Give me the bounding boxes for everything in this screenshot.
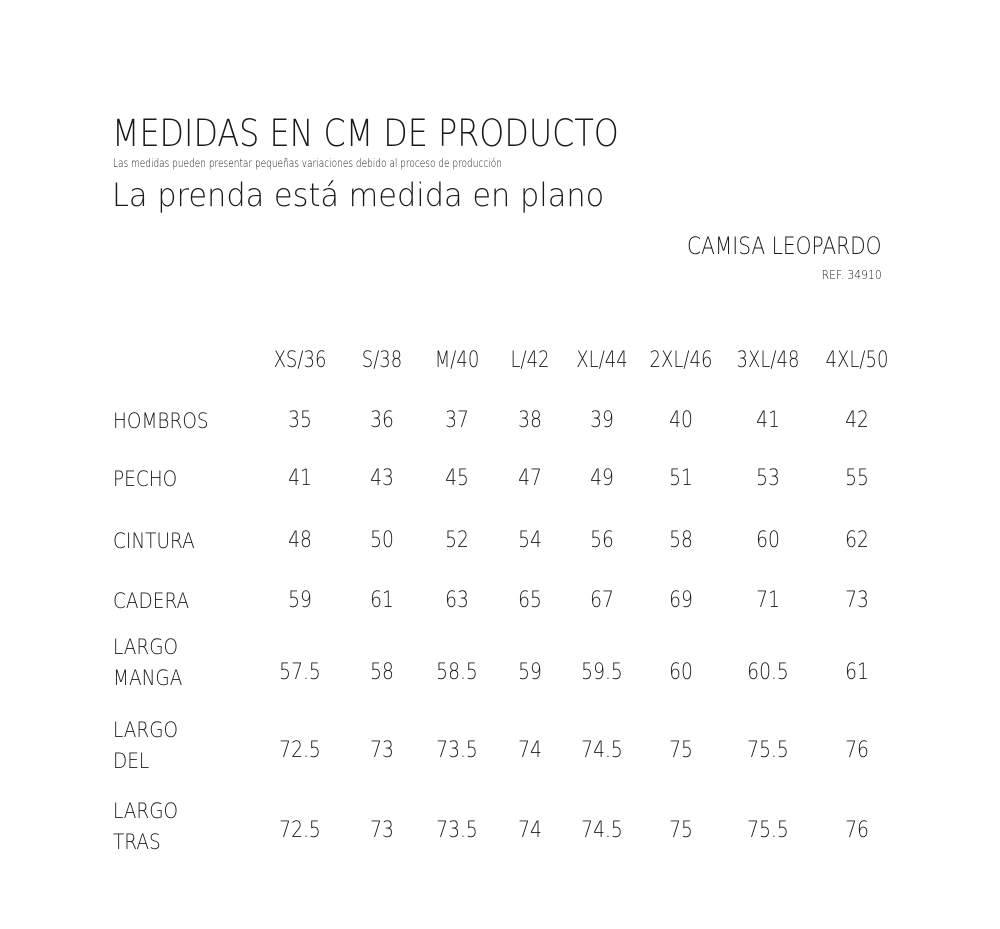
table-cell: 35 (288, 408, 312, 433)
row-label: CINTURA (113, 529, 195, 553)
table-cell: 74 (518, 738, 542, 763)
table-cell: 74 (518, 818, 542, 843)
table-cell: 52 (445, 528, 469, 553)
row-label: HOMBROS (113, 409, 209, 433)
table-cell: 73.5 (436, 818, 478, 843)
table-cell: 59 (518, 660, 542, 685)
table-cell: 75 (669, 738, 693, 763)
table-cell: 37 (445, 408, 469, 433)
table-cell: 76 (845, 818, 869, 843)
table-cell: 57.5 (279, 660, 321, 685)
table-cell: 38 (518, 408, 542, 433)
table-cell: 41 (288, 466, 312, 491)
size-header: 2XL/46 (649, 348, 713, 373)
table-cell: 73 (370, 818, 394, 843)
size-header: 3XL/48 (736, 348, 800, 373)
table-cell: 75.5 (747, 818, 789, 843)
table-cell: 61 (845, 660, 869, 685)
size-header: L/42 (510, 348, 550, 373)
table-cell: 73.5 (436, 738, 478, 763)
table-cell: 74.5 (581, 818, 623, 843)
table-cell: 58 (370, 660, 394, 685)
disclaimer-text: Las medidas pueden presentar pequeñas variaciones debido al proceso de producción (113, 156, 502, 170)
table-cell: 41 (756, 408, 780, 433)
table-cell: 60 (756, 528, 780, 553)
table-cell: 76 (845, 738, 869, 763)
table-cell: 60 (669, 660, 693, 685)
row-label: LARGO MANGA (113, 635, 183, 690)
size-header: M/40 (434, 348, 480, 373)
table-cell: 74.5 (581, 738, 623, 763)
table-cell: 69 (669, 588, 693, 613)
table-cell: 63 (445, 588, 469, 613)
product-name: CAMISA LEOPARDO (687, 232, 882, 260)
table-cell: 59 (288, 588, 312, 613)
table-cell: 45 (445, 466, 469, 491)
table-cell: 39 (590, 408, 614, 433)
table-cell: 54 (518, 528, 542, 553)
size-header: S/38 (361, 348, 403, 373)
measurement-note: La prenda está medida en plano (112, 176, 605, 214)
table-cell: 58 (669, 528, 693, 553)
table-cell: 43 (370, 466, 394, 491)
table-cell: 75.5 (747, 738, 789, 763)
size-header: XL/44 (576, 348, 628, 373)
table-cell: 71 (756, 588, 780, 613)
table-cell: 36 (370, 408, 394, 433)
table-cell: 75 (669, 818, 693, 843)
table-cell: 61 (370, 588, 394, 613)
table-cell: 47 (518, 466, 542, 491)
table-cell: 73 (845, 588, 869, 613)
table-cell: 51 (669, 466, 693, 491)
table-cell: 53 (756, 466, 780, 491)
table-cell: 59.5 (581, 660, 623, 685)
table-cell: 72.5 (279, 738, 321, 763)
size-header: XS/36 (273, 348, 327, 373)
table-cell: 58.5 (436, 660, 478, 685)
table-cell: 56 (590, 528, 614, 553)
table-cell: 49 (590, 466, 614, 491)
table-cell: 62 (845, 528, 869, 553)
page-title: MEDIDAS EN CM DE PRODUCTO (112, 112, 619, 155)
table-cell: 65 (518, 588, 542, 613)
table-cell: 73 (370, 738, 394, 763)
table-cell: 72.5 (279, 818, 321, 843)
table-cell: 50 (370, 528, 394, 553)
table-cell: 42 (845, 408, 869, 433)
size-header: 4XL/50 (825, 348, 889, 373)
table-cell: 48 (288, 528, 312, 553)
row-label: PECHO (113, 467, 178, 491)
product-ref: REF. 34910 (821, 268, 882, 282)
table-cell: 40 (669, 408, 693, 433)
table-cell: 60.5 (747, 660, 789, 685)
table-cell: 67 (590, 588, 614, 613)
table-cell: 55 (845, 466, 869, 491)
row-label: LARGO DEL (113, 718, 179, 773)
row-label: CADERA (113, 589, 190, 613)
row-label: LARGO TRAS (113, 799, 179, 854)
